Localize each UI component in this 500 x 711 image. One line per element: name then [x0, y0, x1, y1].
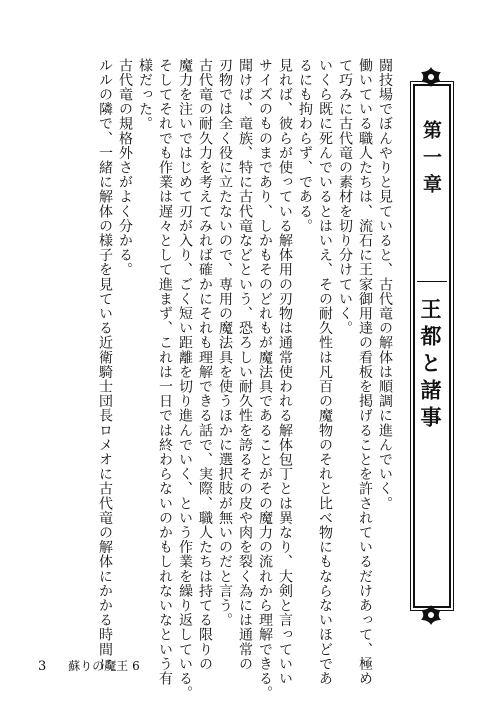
- text-column: 刃物では全く役に立たないので、専用の魔法具を使うほかに選択肢が無いのだと言う。: [217, 58, 233, 628]
- text-column: 古代竜の耐久力を考えてみれば確かにそれも理解できる話で、実際、職人たちは持てる限りの: [197, 58, 213, 672]
- text-column: サイズのものまであり、しかもそのどれもが魔法具であることがその魔力の流れから理解できる。: [257, 58, 273, 701]
- text-column: 見れば、彼らが使っている解体用の刃物は通常使われる解体包丁とは異なり、大剣と言っていい: [277, 58, 293, 686]
- panel-divider: [417, 281, 447, 282]
- text-column: 古代竜の規格外さがよく分かる。: [117, 58, 133, 277]
- text-column: 様だった。: [137, 58, 153, 131]
- text-column: て巧みに古代竜の素材を切り分けていく。: [337, 58, 353, 336]
- text-column: 聞けば、竜族、特に古代竜などという、恐ろしい耐久性を誇るその皮や肉を裂く為には通常の: [237, 58, 253, 672]
- text-column: ルルの隣で、一緒に解体の様子を見ている近衛騎士団長ロメオに古代竜の解体にかかる時間に: [97, 58, 113, 672]
- chapter-number: 第一章: [420, 120, 442, 201]
- ornament-icon: [420, 604, 442, 626]
- book-title: 蘇りの魔王 6: [68, 659, 140, 673]
- page-footer: [38, 657, 140, 674]
- text-column: 魔力を注いではじめて刃が入り、ごく短い距離を切り進んでいく、という作業を繰り返している。: [177, 58, 193, 701]
- page-number: 3: [38, 659, 47, 674]
- chapter-heading-panel: [413, 66, 449, 626]
- text-column: 働いている職人たちは、流石に王家御用達の看板を掲げることを許されているだけあって、極め: [357, 58, 373, 686]
- text-column: いくら既に死んでいるとはいえ、その耐久性は凡百の魔物のそれと比べ物にもならないほどであ: [317, 58, 333, 686]
- chapter-title: 王都と諸事: [418, 298, 442, 433]
- text-column: 闘技場でぼんやりと見ていると、古代竜の解体は順調に進んでいく。: [377, 58, 393, 511]
- text-column: るにも拘わらず、である。: [297, 58, 313, 234]
- text-column: そしてそれでも作業は遅々として進まず、これは一日では終わらないのかもしれないなという有: [157, 58, 173, 686]
